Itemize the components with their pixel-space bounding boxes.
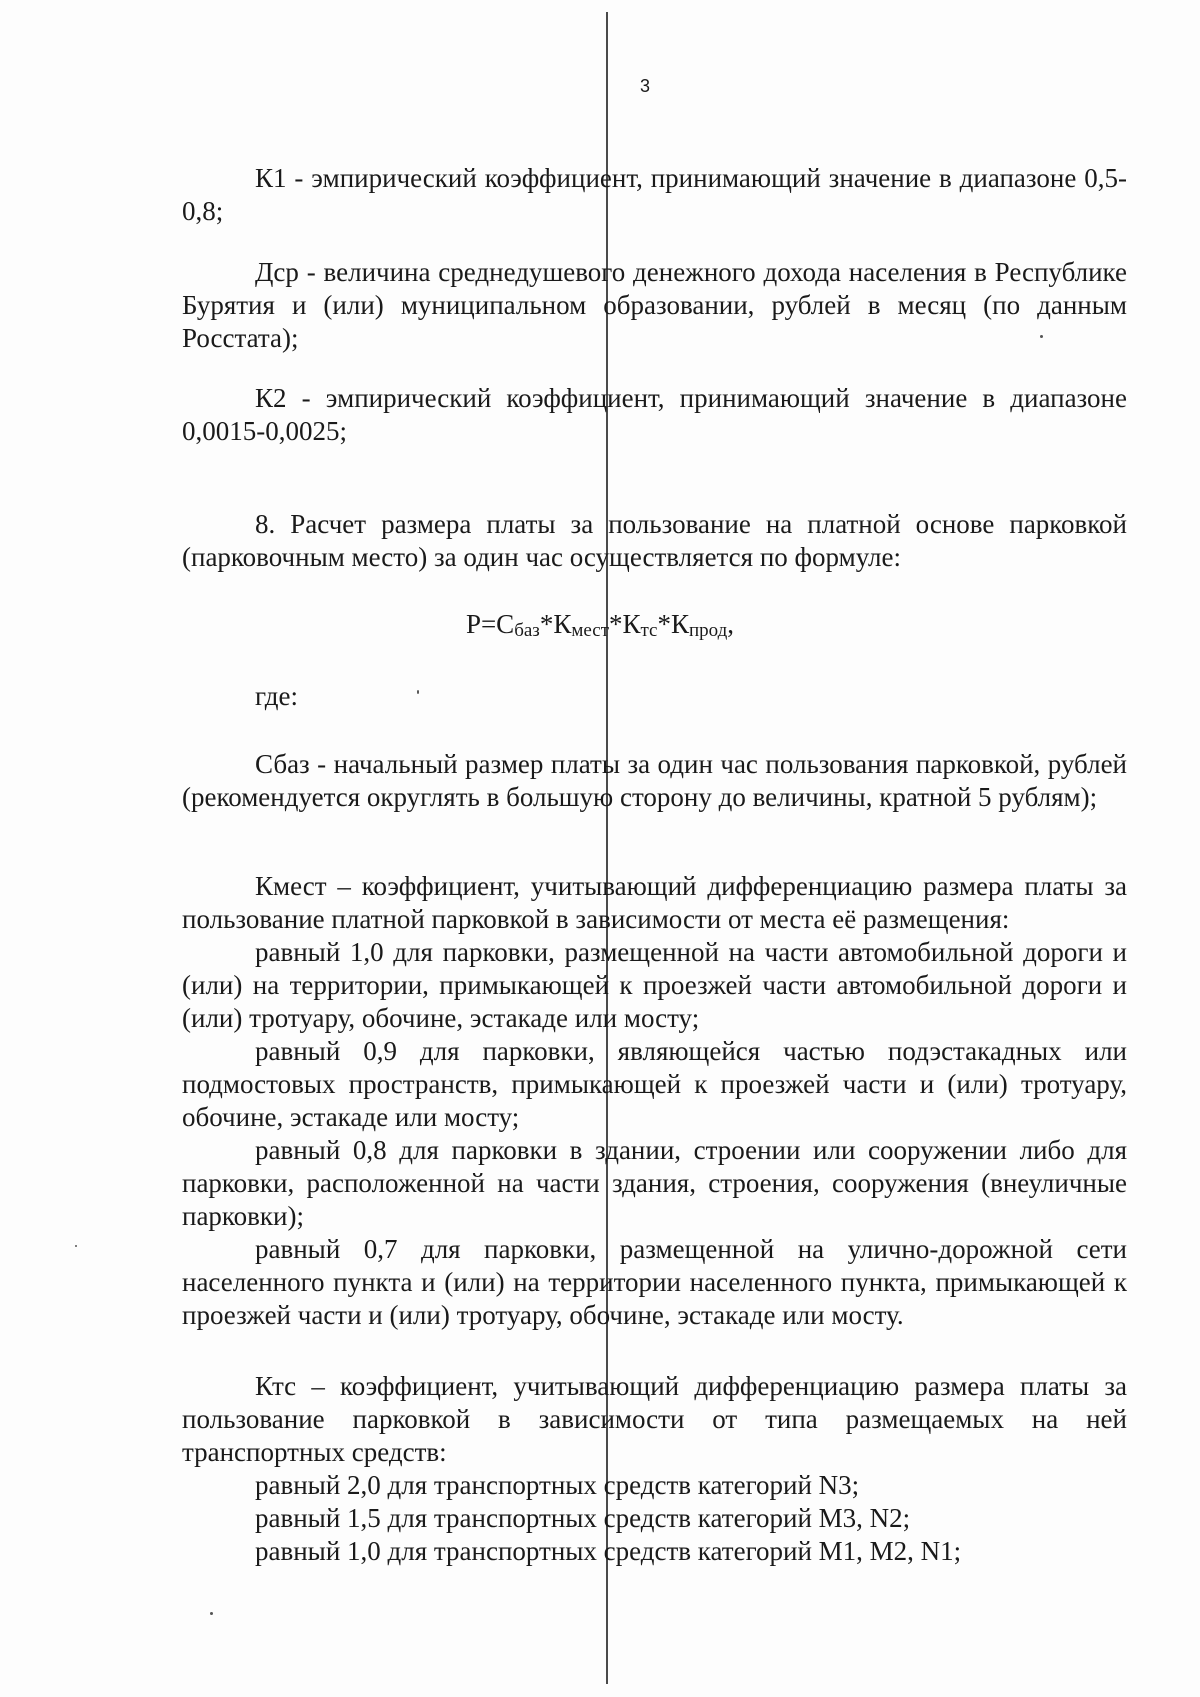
formula-subscript: прод (689, 620, 728, 641)
kmest-item: равный 0,8 для парковки в здании, строении или сооружении либо для парковки, расположенной на части здания, строения, сооружения (внеуличные парковки); (182, 1135, 1127, 1231)
kts-item: равный 1,0 для транспортных средств категорий М1, М2, N1; (255, 1536, 962, 1566)
paragraph-kmest (182, 870, 1127, 1332)
kmest-item: равный 1,0 для парковки, размещенной на части автомобильной дороги и (или) на территории, примыкающей к проезжей части автомобильной дороги и (или) тротуару, обочине, эстакаде или мосту; (182, 937, 1127, 1033)
scan-speck (75, 1245, 77, 1247)
dsr-text: Дср - величина среднедушевого денежного дохода населения в Республике Бурятия и (или) муниципальном образовании, рублей в месяц (по данным Росстата); (182, 257, 1127, 353)
paragraph-dsr (182, 256, 1127, 355)
page-number: 3 (640, 76, 651, 96)
formula-part: *К (539, 609, 572, 639)
paragraph-k1 (182, 162, 1127, 228)
formula-part: , (727, 609, 735, 639)
formula-part: *К (609, 609, 641, 639)
paragraph-section-8 (182, 508, 1127, 574)
formula-subscript: тс (640, 620, 658, 641)
kmest-item: равный 0,9 для парковки, являющейся частью подэстакадных или подмостовых пространств, примыкающей к проезжей части и (или) тротуару, обочине, эстакаде или мосту; (182, 1036, 1127, 1132)
paragraph-kts (182, 1370, 1127, 1568)
scan-speck (210, 1612, 213, 1615)
scan-speck (1040, 335, 1043, 338)
kts-item: равный 1,5 для транспортных средств категорий М3, N2; (255, 1503, 911, 1533)
kmest-item: равный 0,7 для парковки, размещенной на улично-дорожной сети населенного пункта и (или) на территории населенного пункта, примыкающей к проезжей части и (или) тротуару, обочине, эстакаде или мосту. (182, 1234, 1127, 1330)
k1-text: К1 - эмпирический коэффициент, принимающий значение в диапазоне 0,5-0,8; (182, 163, 1127, 226)
scan-speck (417, 690, 419, 694)
kts-intro: Ктс – коэффициент, учитывающий дифференциацию размера платы за пользование парковкой в зависимости от типа размещаемых на ней транспортных средств: (182, 1371, 1127, 1467)
sbaz-text: Сбаз - начальный размер платы за один час пользования парковкой, рублей (рекомендуется округлять в большую сторону до величины, кратной 5 рублям); (182, 749, 1127, 812)
kts-item: равный 2,0 для транспортных средств категорий N3; (255, 1470, 860, 1500)
section8-text: 8. Расчет размера платы за пользование на платной основе парковкой (парковочным место) за один час осуществляется по формуле: (182, 509, 1127, 572)
k2-text: К2 - эмпирический коэффициент, принимающий значение в диапазоне 0,0015-0,0025; (182, 383, 1127, 446)
formula-part: Р=С (465, 609, 515, 639)
formula-subscript: мест (571, 620, 609, 641)
paragraph-where (182, 680, 1127, 713)
paragraph-k2 (182, 382, 1127, 448)
kmest-intro: Кмест – коэффициент, учитывающий дифференциацию размера платы за пользование платной парковкой в зависимости от места её размещения: (182, 871, 1127, 934)
formula-subscript: баз (514, 620, 540, 641)
formula-part: *К (657, 609, 689, 639)
where-text: где: (255, 681, 298, 711)
paragraph-sbaz (182, 748, 1127, 814)
formula (0, 608, 1200, 647)
